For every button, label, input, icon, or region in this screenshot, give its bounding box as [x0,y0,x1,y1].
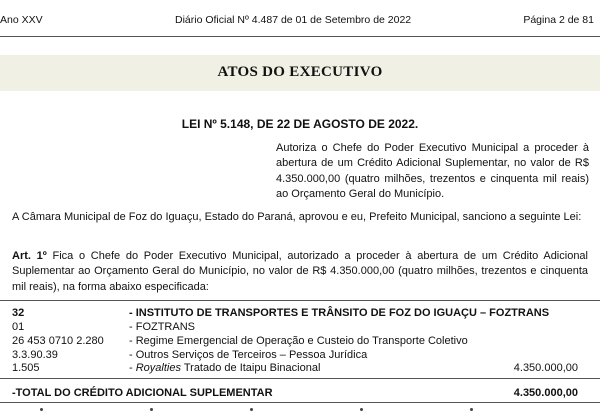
budget-code: 1.505 [12,362,40,374]
article-1 [12,249,588,295]
budget-row [12,335,588,349]
header-page-number: Página 2 de 81 [523,14,594,26]
budget-code: 01 [12,321,25,333]
budget-desc: - Regime Emergencial de Operação e Custeio do Transporte Coletivo [129,335,468,347]
budget-code: 3.3.90.39 [12,349,58,361]
budget-desc-prefix: - [129,362,136,374]
budget-desc: - Outros Serviços de Terceiros – Pessoa Jurídica [129,349,368,361]
budget-row [12,349,588,363]
page-header [0,14,600,30]
budget-desc-italic: Royalties [135,362,181,374]
text-fragment [40,408,43,411]
text-fragment [470,408,473,411]
budget-row [12,307,588,321]
law-summary: Autoriza o Chefe do Poder Executivo Municipal a proceder à abertura de um Crédito Adicional Suplementar, no valor de R$ 4.350.000,00 (quatro milhões, trezentos e cinquenta mil reais) ao Orçamento Geral do Município. [276,142,589,200]
budget-code: 32 [12,307,25,319]
budget-row [12,321,588,335]
table-mid-rule [0,378,600,379]
budget-desc-rest: Tratado de Itaipu Binacional [180,362,321,374]
article-label: Art. 1º [12,250,47,262]
text-fragment [360,408,363,411]
budget-desc [129,362,320,374]
header-publication: Diário Oficial Nº 4.487 de 01 de Setembro de 2022 [175,14,412,26]
section-title: ATOS DO EXECUTIVO [217,64,383,80]
total-value: 4.350.000,00 [513,387,578,399]
header-year: Ano XXV [0,14,43,26]
budget-desc: - FOZTRANS [129,321,195,333]
header-rule [0,36,600,37]
budget-desc: - INSTITUTO DE TRANSPORTES E TRÂNSITO DE FOZ DO IGUAÇU – FOZTRANS [129,307,550,319]
preamble: A Câmara Municipal de Foz do Iguaçu, Estado do Paraná, aprovou e eu, Prefeito Municipal, sanciono a seguinte Lei: [12,211,582,223]
budget-code: 26 453 0710 2.280 [12,335,104,347]
text-fragment [250,408,253,411]
text-fragment [150,408,153,411]
cropped-next-line [0,400,600,417]
law-title: LEI Nº 5.148, DE 22 DE AGOSTO DE 2022. [181,117,419,131]
total-label: -TOTAL DO CRÉDITO ADICIONAL SUPLEMENTAR [12,387,273,399]
total-row [12,387,588,401]
table-top-rule [0,300,600,301]
budget-row [12,362,588,376]
article-text: Fica o Chefe do Poder Executivo Municipal, autorizado a proceder à abertura de um Crédito Adicional Suplementar ao Orçamento Geral do Município, no valor de R$ 4.350.000,00 (quatro milhões, trezentos e cinquenta mil reais), na forma abaixo especificada: [12,250,588,293]
budget-value: 4.350.000,00 [513,362,578,374]
